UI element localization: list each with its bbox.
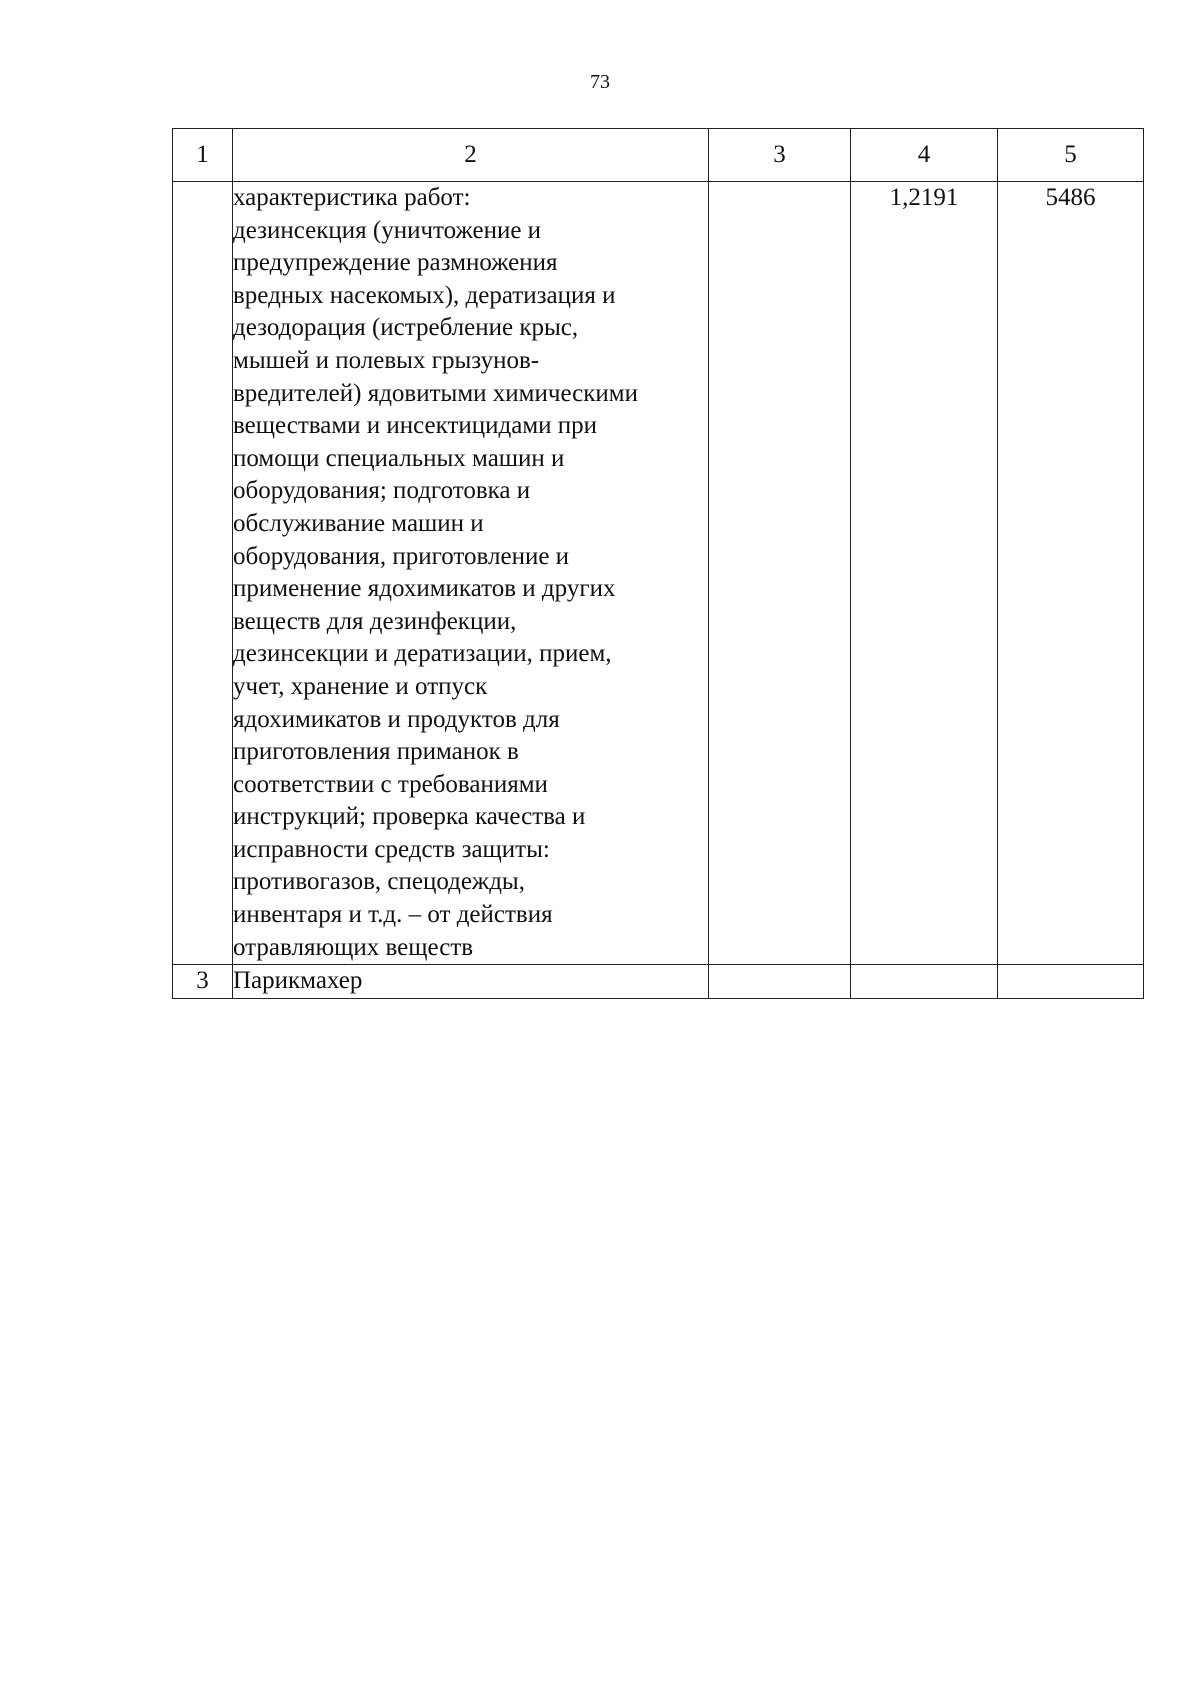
description-line: отравляющих веществ: [233, 933, 474, 961]
row-2-number: 3: [173, 965, 233, 999]
row-1-description: [233, 182, 709, 965]
header-col-2: 2: [233, 129, 709, 182]
description-line: характеристика работ:: [233, 184, 471, 211]
row-1-coefficient: 1,2191: [851, 182, 998, 965]
description-line: веществами и инсектицидами при: [233, 412, 598, 440]
description-line: дезодорация (истребление крыс,: [233, 314, 579, 342]
data-table: [172, 128, 1144, 999]
description-line: веществ для дезинфекции,: [233, 607, 517, 635]
row-2-col-5: [998, 965, 1144, 999]
row-1-amount: 5486: [998, 182, 1144, 965]
description-line: мышей и полевых грызунов-: [233, 346, 540, 374]
description-line: предупреждение размножения: [233, 249, 558, 277]
row-2-col-4: [851, 965, 998, 999]
description-line: инструкций; проверка качества и: [233, 803, 586, 831]
table-header-row: [173, 129, 1144, 182]
description-line: соответствии с требованиями: [233, 770, 548, 798]
description-line: исправности средств защиты:: [233, 835, 550, 863]
row-1-col-3: [709, 182, 851, 965]
description-line: помощи специальных машин и: [233, 444, 565, 472]
description-line: оборудования; подготовка и: [233, 477, 531, 505]
description-line: оборудования, приготовление и: [233, 542, 570, 570]
row-1-col-1: [173, 182, 233, 965]
description-line: противогазов, спецодежды,: [233, 868, 525, 896]
header-col-1: 1: [173, 129, 233, 182]
description-line: инвентаря и т.д. – от действия: [233, 901, 553, 929]
description-line: приготовления приманок в: [233, 738, 519, 766]
table-row: [173, 965, 1144, 999]
header-col-5: 5: [998, 129, 1144, 182]
row-2-col-3: [709, 965, 851, 999]
description-line: дезинсекции и дератизации, прием,: [233, 640, 612, 668]
header-col-3: 3: [709, 129, 851, 182]
table-row: [173, 182, 1144, 965]
description-line: ядохимикатов и продуктов для: [233, 705, 560, 733]
description-line: дезинсекция (уничтожение и: [233, 216, 542, 244]
header-col-4: 4: [851, 129, 998, 182]
description-line: обслуживание машин и: [233, 509, 484, 537]
description-line: применение ядохимикатов и других: [233, 575, 616, 603]
page-number: 73: [590, 71, 610, 93]
description-line: вредных насекомых), дератизация и: [233, 281, 616, 309]
description-line: вредителей) ядовитыми химическими: [233, 379, 638, 407]
description-line: учет, хранение и отпуск: [233, 672, 488, 700]
row-2-profession: Парикмахер: [233, 965, 709, 999]
